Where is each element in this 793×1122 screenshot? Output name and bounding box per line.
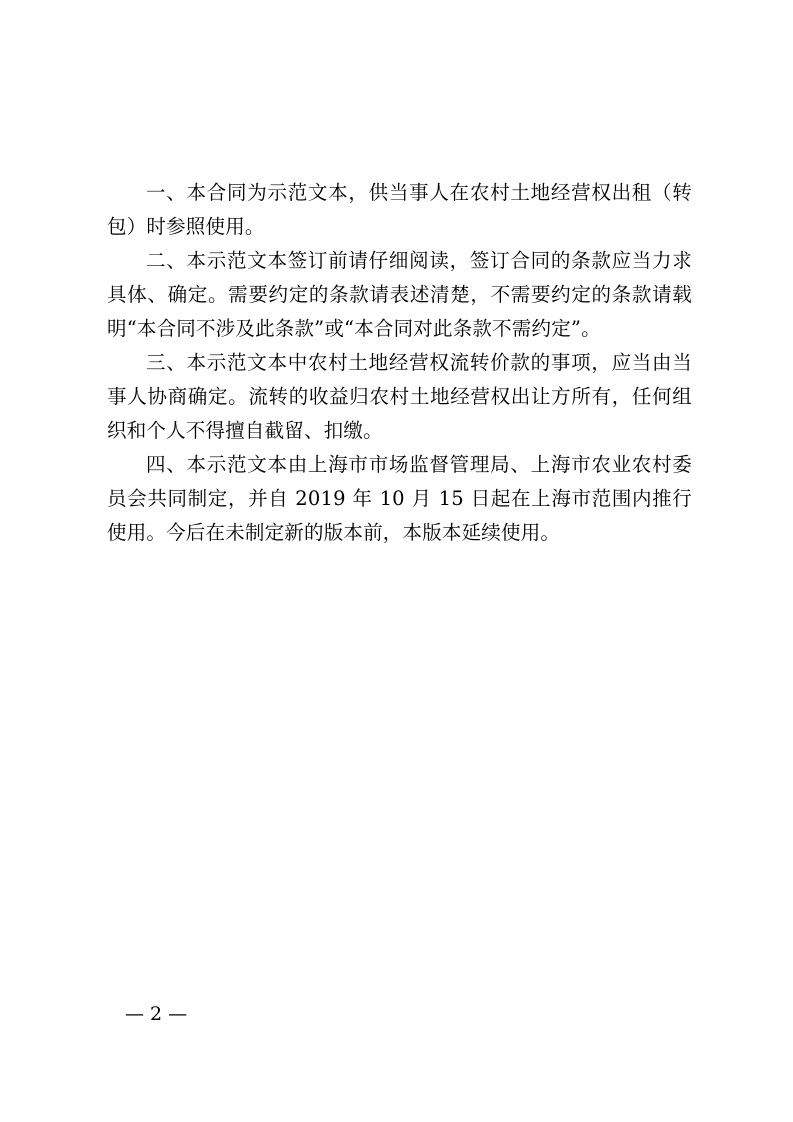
- paragraph-4: 四、本示范文本由上海市市场监督管理局、上海市农业农村委员会共同制定，并自 2019 年 10 月 15 日起在上海市范围内推行使用。今后在未制定新的版本前，本版本延续使用。: [107, 453, 692, 544]
- page-number: — 2 —: [125, 1003, 188, 1025]
- paragraph-1: 一、本合同为示范文本，供当事人在农村土地经营权出租（转包）时参照使用。: [107, 181, 692, 238]
- instructions-body: [107, 176, 692, 550]
- paragraph-3: 三、本示范文本中农村土地经营权流转价款的事项，应当由当事人协商确定。流转的收益归农村土地经营权出让方所有，任何组织和个人不得擅自截留、扣缴。: [107, 351, 692, 442]
- paragraph-2: 二、本示范文本签订前请仔细阅读，签订合同的条款应当力求具体、确定。需要约定的条款请表述清楚，不需要约定的条款请载明“本合同不涉及此条款”或“本合同对此条款不需约定”。: [107, 249, 692, 340]
